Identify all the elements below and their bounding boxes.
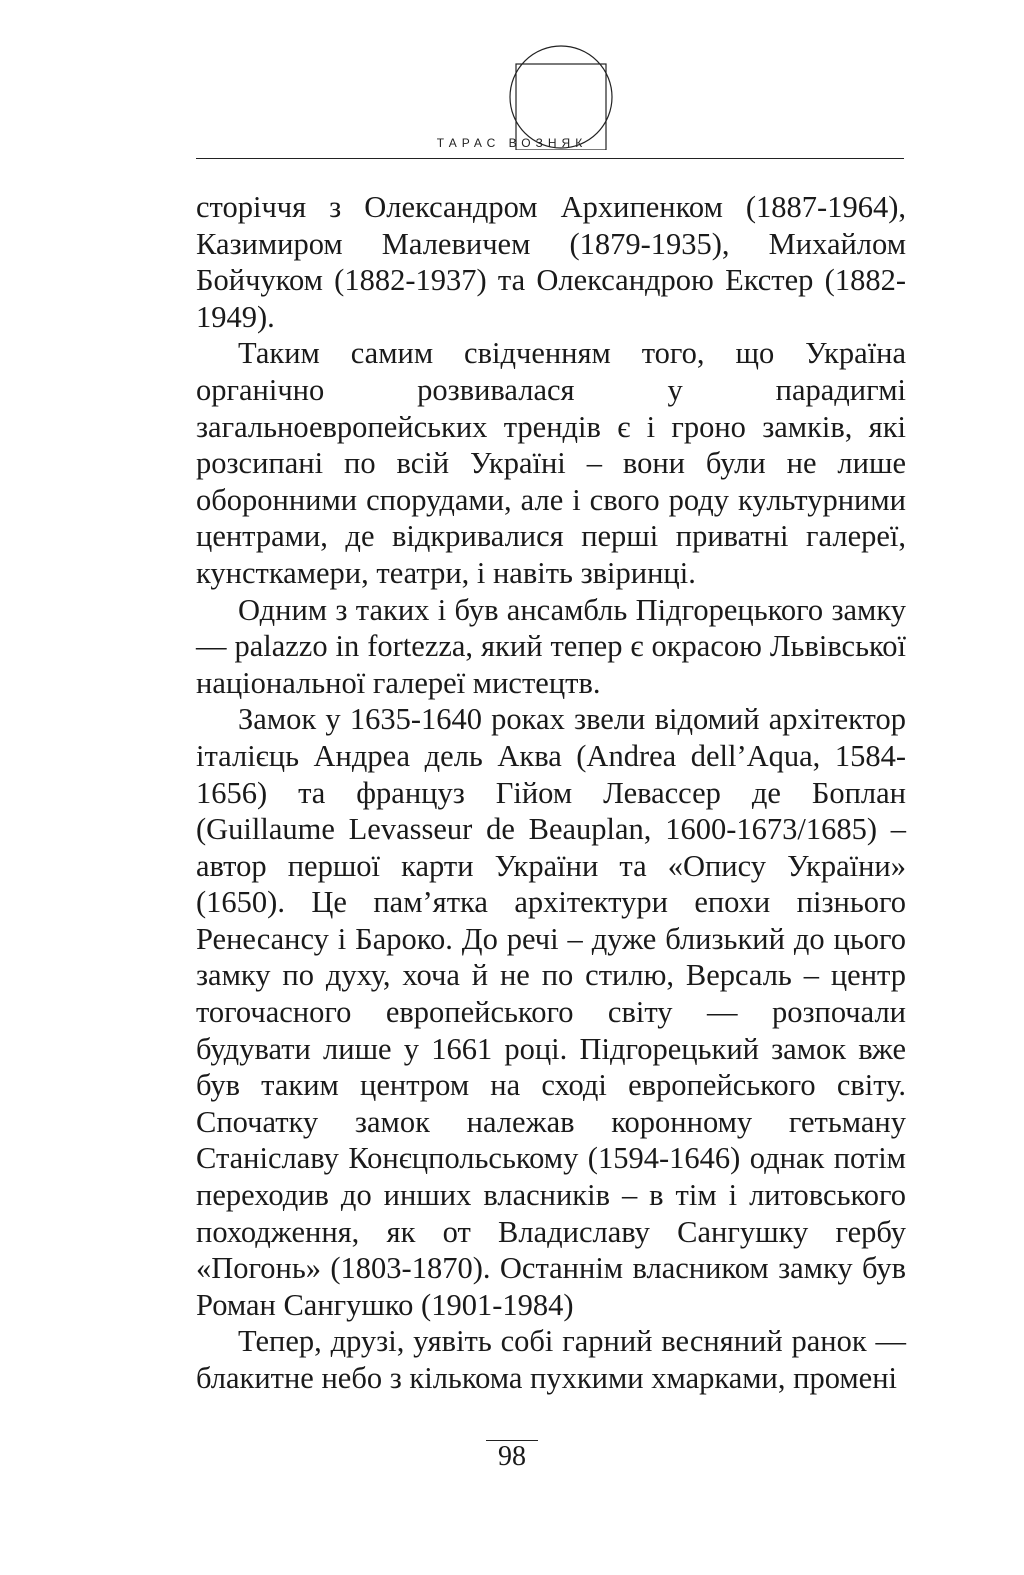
- paragraph-1: сторіччя з Олександром Архипенком (1887-1964), Казимиром Малевичем (1879-1935), Михайлом Бойчуком (1882-1937) та Олександрою Екстер (1882-1949).: [196, 190, 906, 334]
- paragraph-2: Таким самим свідченням того, що Україна органічно розвивалася у парадигмі загальноевропейських трендів є і гроно замків, які розсипані по всій Україні – вони були не лише оборонними спорудами, але і свого роду культурними центрами, де відкривалися перші приватні галереї, кунсткамери, театри, і навіть звіринці.: [196, 336, 906, 590]
- page-body: [196, 189, 906, 1397]
- circle-square-emblem-icon: [508, 44, 614, 150]
- running-header-author: ТАРАС ВОЗНЯК: [436, 136, 588, 150]
- page-number-footer: [0, 1440, 1024, 1473]
- page-number: 98: [486, 1440, 538, 1473]
- header-rule: [196, 158, 904, 159]
- paragraph-3: Одним з таких і був ансамбль Підгорецького замку — palazzo in fortezza, який тепер є окрасою Львівської національної галереї мистецтв.: [196, 592, 906, 700]
- paragraph-4: Замок у 1635-1640 роках звели відомий архітектор італієць Андреа дель Аква (Andrea dell’Aqua, 1584-1656) та француз Гійом Левассер де Боплан (Guillaume Levasseur de Beauplan, 1600-1673/1685) – автор першої карти України та «Опису України» (1650). Це пам’ятка архітектури епохи пізнього Ренесансу і Бароко. До речі – дуже близький до цього замку по духу, хоча й не по стилю, Версаль – центр тогочасного европейського світу — розпочали будувати лише у 1661 році. Підгорецький замок вже був таким центром на сході европейського світу. Спочатку замок належав коронному гетьману Станіславу Конєцпольському (1594-1646) однак потім переходив до инших власників – в тім і литовського походження, як от Владиславу Сангушку гербу «Погонь» (1803-1870). Останнім власником замку був Роман Сангушко (1901-1984): [196, 702, 906, 1322]
- paragraph-5: Тепер, друзі, уявіть собі гарний весняний ранок — блакитне небо з кількома пухкими хмарками, промені: [196, 1324, 906, 1395]
